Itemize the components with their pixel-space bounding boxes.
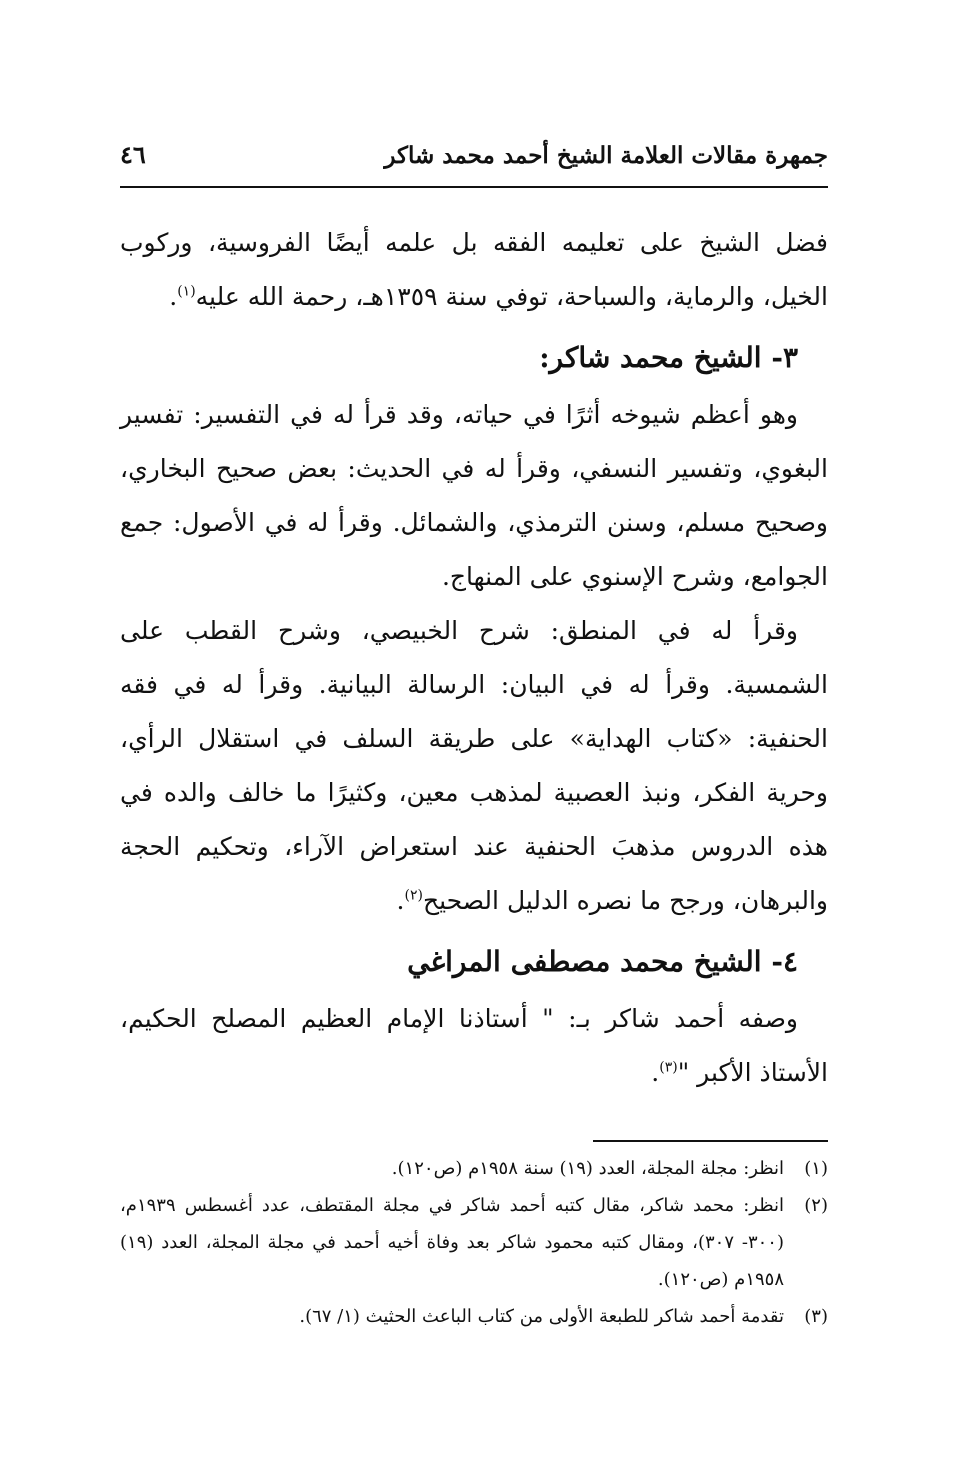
paragraph-1 [120, 216, 828, 324]
footnote-2 [120, 1187, 828, 1298]
heading-sheikh-al-maraghi: ٤- الشيخ محمد مصطفى المراغي [407, 945, 798, 978]
footnote-1 [120, 1150, 828, 1187]
paragraph-1-end: . [169, 282, 178, 311]
main-text [120, 216, 828, 1100]
heading-sheikh-muhammad-shakir: ٣- الشيخ محمد شاكر: [539, 341, 798, 374]
page-number: ٤٦ [120, 140, 146, 169]
footnote-number: (١) [804, 1158, 828, 1179]
footnote-text: تقدمة أحمد شاكر للطبعة الأولى من كتاب الباعث الحثيث (١/ ٦٧). [299, 1306, 784, 1327]
footnote-ref-3[interactable]: (٣) [659, 1059, 678, 1076]
footnote-number: (٣) [804, 1306, 828, 1327]
paragraph-1-text: فضل الشيخ على تعليمه الفقه بل علمه أيضًا الفروسية، وركوب الخيل، والرماية، والسباحة، توفي سنة ١٣٥٩هـ، رحمة الله عليه [120, 228, 828, 311]
page-header [120, 140, 828, 188]
book-page [120, 140, 828, 1335]
footnote-ref-2[interactable]: (٢) [404, 887, 423, 904]
footnote-text: انظر: مجلة المجلة، العدد (١٩) سنة ١٩٥٨م (ص١٢٠). [391, 1158, 784, 1179]
footnote-separator [593, 1140, 828, 1142]
paragraph-2: وهو أعظم شيوخه أثرًا في حياته، وقد قرأ له في التفسير: تفسير البغوي، وتفسير النسفي، وقرأ له في الحديث: بعض صحيح البخاري، وصحيح مسلم، وسنن الترمذي، والشمائل. وقرأ له في الأصول: جمع الجوامع، وشرح الإسنوي على المنهاج. [120, 400, 828, 591]
running-title: جمهرة مقالات العلامة الشيخ أحمد محمد شاكر [384, 142, 828, 169]
paragraph-4 [120, 992, 828, 1100]
footnote-number: (٢) [804, 1195, 828, 1216]
footnote-3 [120, 1298, 828, 1335]
paragraph-3-text: وقرأ له في المنطق: شرح الخبيصي، وشرح القطب على الشمسية. وقرأ له في البيان: الرسالة البيانية. وقرأ له في فقه الحنفية: «كتاب الهداية» على طريقة السلف في استقلال الرأي، وحرية الفكر، ونبذ العصبية لمذهب معين، وكثيرًا ما خالف والده في هذه الدروس مذهبَ الحنفية عند استعراض الآراء، وتحكيم الحجة والبرهان، ورجح ما نصره الدليل الصحيح [120, 616, 828, 915]
paragraph-3-end: . [396, 886, 405, 915]
paragraph-4-end: . [651, 1058, 660, 1087]
paragraph-4-text: وصفه أحمد شاكر بـ: " أستاذنا الإمام العظيم المصلح الحكيم، الأستاذ الأكبر " [120, 1004, 828, 1087]
paragraph-3 [120, 604, 828, 928]
footnotes [120, 1150, 828, 1335]
footnote-ref-1[interactable]: (١) [177, 283, 196, 300]
footnote-text: انظر: محمد شاكر، مقال كتبه أحمد شاكر في مجلة المقتطف، عدد أغسطس ١٩٣٩م، (٣٠٠- ٣٠٧)، ومقال كتبه محمود شاكر بعد وفاة أخيه أحمد في مجلة المجلة، العدد (١٩) ١٩٥٨م (ص١٢٠). [120, 1195, 784, 1290]
